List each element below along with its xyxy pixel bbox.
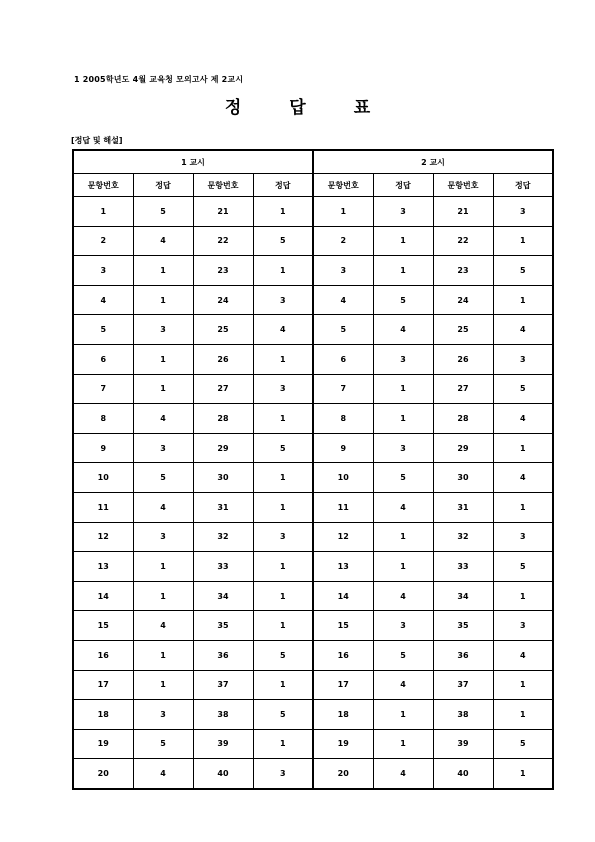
question-number-cell: 18 <box>73 700 133 730</box>
table-row <box>73 197 553 227</box>
question-number-cell: 38 <box>193 700 253 730</box>
answer-table-body <box>73 197 553 789</box>
answer-cell: 1 <box>253 492 313 522</box>
answer-cell: 5 <box>493 552 553 582</box>
answer-cell: 4 <box>133 226 193 256</box>
question-number-cell: 17 <box>313 670 373 700</box>
answer-table <box>72 149 554 790</box>
question-number-cell: 27 <box>433 374 493 404</box>
answer-cell: 1 <box>133 552 193 582</box>
table-row <box>73 433 553 463</box>
question-number-cell: 19 <box>73 729 133 759</box>
answer-cell: 1 <box>133 640 193 670</box>
question-number-cell: 8 <box>73 404 133 434</box>
answer-cell: 4 <box>493 315 553 345</box>
answer-cell: 1 <box>493 759 553 789</box>
question-number-cell: 5 <box>73 315 133 345</box>
answer-cell: 1 <box>133 344 193 374</box>
answer-cell: 3 <box>253 285 313 315</box>
answer-cell: 1 <box>253 729 313 759</box>
answer-cell: 1 <box>253 404 313 434</box>
answer-cell: 5 <box>493 374 553 404</box>
question-number-cell: 7 <box>313 374 373 404</box>
question-number-cell: 34 <box>433 581 493 611</box>
answer-cell: 1 <box>133 581 193 611</box>
question-number-cell: 12 <box>73 522 133 552</box>
column-header: 문항번호 <box>433 174 493 197</box>
answer-cell: 3 <box>373 433 433 463</box>
answer-cell: 1 <box>493 492 553 522</box>
answer-cell: 1 <box>133 256 193 286</box>
question-number-cell: 7 <box>73 374 133 404</box>
question-number-cell: 20 <box>313 759 373 789</box>
table-row <box>73 315 553 345</box>
table-row <box>73 285 553 315</box>
question-number-cell: 30 <box>433 463 493 493</box>
question-number-cell: 6 <box>313 344 373 374</box>
answer-cell: 1 <box>373 522 433 552</box>
table-row <box>73 463 553 493</box>
question-number-cell: 13 <box>313 552 373 582</box>
question-number-cell: 28 <box>433 404 493 434</box>
question-number-cell: 34 <box>193 581 253 611</box>
answer-cell: 5 <box>133 729 193 759</box>
answer-cell: 5 <box>253 640 313 670</box>
question-number-cell: 37 <box>433 670 493 700</box>
question-number-cell: 21 <box>193 197 253 227</box>
question-number-cell: 24 <box>193 285 253 315</box>
answer-cell: 3 <box>253 374 313 404</box>
answer-cell: 1 <box>373 404 433 434</box>
question-number-cell: 22 <box>193 226 253 256</box>
answer-cell: 5 <box>373 285 433 315</box>
answer-cell: 1 <box>493 226 553 256</box>
question-number-cell: 17 <box>73 670 133 700</box>
question-number-cell: 23 <box>193 256 253 286</box>
answer-cell: 1 <box>253 197 313 227</box>
answer-cell: 3 <box>133 433 193 463</box>
answer-cell: 1 <box>493 700 553 730</box>
answer-cell: 3 <box>493 611 553 641</box>
question-number-cell: 14 <box>73 581 133 611</box>
answer-cell: 1 <box>253 581 313 611</box>
question-number-cell: 13 <box>73 552 133 582</box>
table-row <box>73 759 553 789</box>
question-number-cell: 16 <box>313 640 373 670</box>
answer-cell: 3 <box>373 611 433 641</box>
section-header-2: 2 교시 <box>313 150 553 174</box>
column-header: 정답 <box>373 174 433 197</box>
question-number-cell: 37 <box>193 670 253 700</box>
answer-cell: 4 <box>373 759 433 789</box>
answer-cell: 3 <box>493 344 553 374</box>
question-number-cell: 25 <box>433 315 493 345</box>
question-number-cell: 10 <box>313 463 373 493</box>
table-row <box>73 552 553 582</box>
answer-cell: 5 <box>253 433 313 463</box>
answer-cell: 3 <box>373 197 433 227</box>
question-number-cell: 27 <box>193 374 253 404</box>
answer-cell: 1 <box>253 344 313 374</box>
answer-cell: 3 <box>133 522 193 552</box>
question-number-cell: 8 <box>313 404 373 434</box>
answer-cell: 4 <box>493 640 553 670</box>
question-number-cell: 15 <box>313 611 373 641</box>
answer-cell: 1 <box>253 670 313 700</box>
question-number-cell: 3 <box>73 256 133 286</box>
answer-cell: 5 <box>373 640 433 670</box>
question-number-cell: 14 <box>313 581 373 611</box>
answer-cell: 5 <box>253 226 313 256</box>
answer-cell: 1 <box>133 670 193 700</box>
answer-cell: 3 <box>133 700 193 730</box>
question-number-cell: 21 <box>433 197 493 227</box>
answer-cell: 1 <box>493 433 553 463</box>
answer-cell: 5 <box>493 729 553 759</box>
table-row <box>73 581 553 611</box>
answer-cell: 3 <box>493 522 553 552</box>
question-number-cell: 28 <box>193 404 253 434</box>
section-subtitle: [정답 및 해설] <box>71 136 123 145</box>
table-row <box>73 256 553 286</box>
question-number-cell: 32 <box>433 522 493 552</box>
column-header-row <box>73 174 553 197</box>
column-header: 문항번호 <box>313 174 373 197</box>
title-char-1: 정 <box>224 98 242 118</box>
question-number-cell: 29 <box>193 433 253 463</box>
table-row <box>73 522 553 552</box>
answer-cell: 3 <box>493 197 553 227</box>
answer-cell: 1 <box>493 581 553 611</box>
answer-cell: 1 <box>493 285 553 315</box>
question-number-cell: 33 <box>433 552 493 582</box>
answer-cell: 1 <box>373 700 433 730</box>
question-number-cell: 39 <box>433 729 493 759</box>
answer-cell: 1 <box>493 670 553 700</box>
answer-cell: 1 <box>373 374 433 404</box>
question-number-cell: 30 <box>193 463 253 493</box>
question-number-cell: 36 <box>433 640 493 670</box>
question-number-cell: 11 <box>313 492 373 522</box>
answer-cell: 5 <box>133 197 193 227</box>
table-row <box>73 729 553 759</box>
answer-cell: 3 <box>253 522 313 552</box>
answer-cell: 4 <box>373 315 433 345</box>
question-number-cell: 2 <box>313 226 373 256</box>
question-number-cell: 10 <box>73 463 133 493</box>
answer-cell: 1 <box>253 463 313 493</box>
section-header-row <box>73 150 553 174</box>
answer-cell: 4 <box>133 759 193 789</box>
answer-cell: 4 <box>133 611 193 641</box>
question-number-cell: 2 <box>73 226 133 256</box>
question-number-cell: 31 <box>433 492 493 522</box>
table-row <box>73 344 553 374</box>
answer-cell: 5 <box>133 463 193 493</box>
question-number-cell: 24 <box>433 285 493 315</box>
question-number-cell: 35 <box>433 611 493 641</box>
answer-cell: 3 <box>133 315 193 345</box>
answer-cell: 4 <box>373 581 433 611</box>
title-char-2: 답 <box>289 98 306 118</box>
question-number-cell: 6 <box>73 344 133 374</box>
question-number-cell: 19 <box>313 729 373 759</box>
answer-cell: 4 <box>373 670 433 700</box>
question-number-cell: 9 <box>73 433 133 463</box>
answer-cell: 4 <box>253 315 313 345</box>
question-number-cell: 22 <box>433 226 493 256</box>
answer-cell: 1 <box>373 729 433 759</box>
title-char-3: 표 <box>353 98 371 118</box>
question-number-cell: 20 <box>73 759 133 789</box>
answer-cell: 1 <box>373 552 433 582</box>
table-row <box>73 374 553 404</box>
table-row <box>73 492 553 522</box>
answer-cell: 1 <box>253 552 313 582</box>
question-number-cell: 40 <box>433 759 493 789</box>
question-number-cell: 40 <box>193 759 253 789</box>
column-header: 문항번호 <box>193 174 253 197</box>
question-number-cell: 38 <box>433 700 493 730</box>
question-number-cell: 29 <box>433 433 493 463</box>
question-number-cell: 11 <box>73 492 133 522</box>
table-row <box>73 700 553 730</box>
question-number-cell: 15 <box>73 611 133 641</box>
question-number-cell: 23 <box>433 256 493 286</box>
column-header: 문항번호 <box>73 174 133 197</box>
answer-cell: 3 <box>373 344 433 374</box>
question-number-cell: 31 <box>193 492 253 522</box>
answer-cell: 1 <box>253 611 313 641</box>
answer-cell: 5 <box>493 256 553 286</box>
question-number-cell: 4 <box>313 285 373 315</box>
table-row <box>73 404 553 434</box>
table-row <box>73 640 553 670</box>
question-number-cell: 36 <box>193 640 253 670</box>
answer-cell: 4 <box>133 404 193 434</box>
answer-cell: 4 <box>373 492 433 522</box>
answer-cell: 4 <box>493 463 553 493</box>
question-number-cell: 1 <box>73 197 133 227</box>
question-number-cell: 3 <box>313 256 373 286</box>
question-number-cell: 12 <box>313 522 373 552</box>
question-number-cell: 5 <box>313 315 373 345</box>
answer-cell: 1 <box>373 226 433 256</box>
answer-cell: 5 <box>253 700 313 730</box>
question-number-cell: 1 <box>313 197 373 227</box>
question-number-cell: 9 <box>313 433 373 463</box>
table-row <box>73 670 553 700</box>
answer-cell: 1 <box>253 256 313 286</box>
question-number-cell: 32 <box>193 522 253 552</box>
question-number-cell: 26 <box>433 344 493 374</box>
question-number-cell: 26 <box>193 344 253 374</box>
question-number-cell: 16 <box>73 640 133 670</box>
column-header: 정답 <box>493 174 553 197</box>
question-number-cell: 35 <box>193 611 253 641</box>
answer-cell: 1 <box>133 285 193 315</box>
question-number-cell: 4 <box>73 285 133 315</box>
answer-cell: 1 <box>133 374 193 404</box>
answer-cell: 1 <box>373 256 433 286</box>
column-header: 정답 <box>133 174 193 197</box>
answer-cell: 4 <box>133 492 193 522</box>
document-header: 1 2005학년도 4월 교육청 모의고사 제 2교시 <box>74 75 244 84</box>
question-number-cell: 39 <box>193 729 253 759</box>
table-row <box>73 611 553 641</box>
question-number-cell: 25 <box>193 315 253 345</box>
answer-cell: 5 <box>373 463 433 493</box>
page-title <box>0 93 595 118</box>
question-number-cell: 18 <box>313 700 373 730</box>
question-number-cell: 33 <box>193 552 253 582</box>
column-header: 정답 <box>253 174 313 197</box>
answer-cell: 4 <box>493 404 553 434</box>
table-row <box>73 226 553 256</box>
answer-cell: 3 <box>253 759 313 789</box>
section-header-1: 1 교시 <box>73 150 313 174</box>
